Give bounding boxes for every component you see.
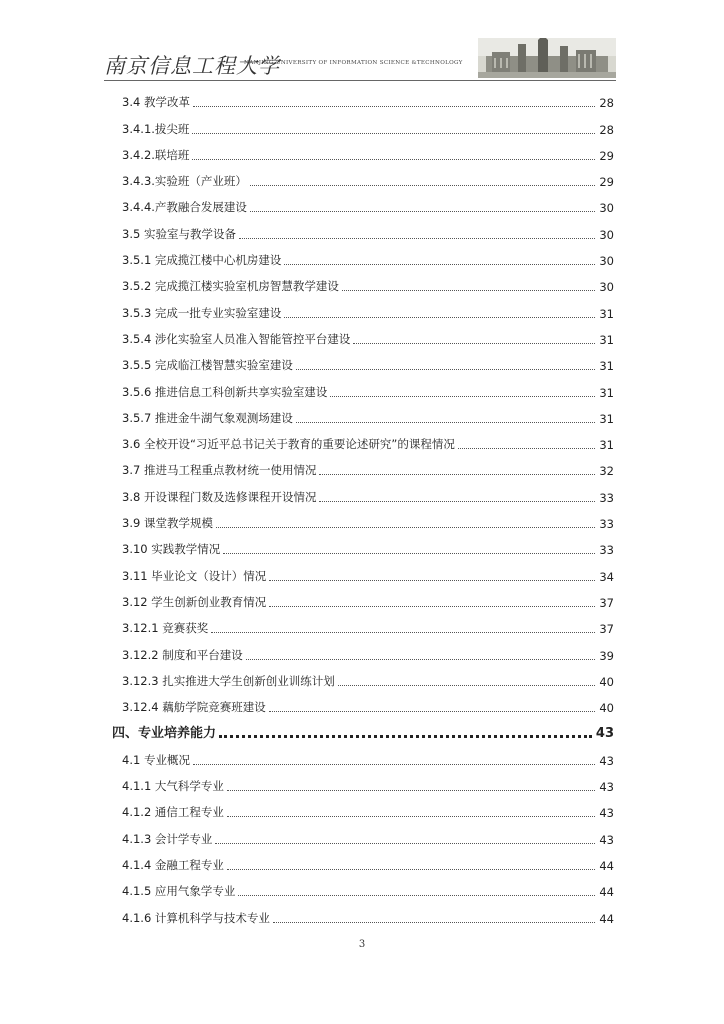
- toc-dot-leader: [319, 501, 595, 502]
- toc-dot-leader: [227, 816, 595, 817]
- toc-entry-page: 30: [599, 280, 614, 295]
- toc-entry-page: 28: [599, 96, 614, 111]
- toc-entry[interactable]: [112, 636, 614, 662]
- toc-dot-leader: [273, 922, 595, 923]
- header-divider: [104, 80, 616, 81]
- toc-entry-page: 28: [599, 122, 614, 137]
- toc-entry-page: 40: [599, 674, 614, 689]
- toc-entry[interactable]: [112, 189, 614, 215]
- toc-entry-page: 31: [599, 411, 614, 426]
- toc-entry-page: 33: [599, 490, 614, 505]
- toc-entry[interactable]: [112, 400, 614, 426]
- toc-entry[interactable]: [112, 426, 614, 452]
- toc-entry-page: 43: [599, 753, 614, 768]
- toc-entry-title: 3.10 实践教学情况: [122, 542, 221, 557]
- toc-entry[interactable]: [112, 137, 614, 163]
- toc-entry[interactable]: [112, 215, 614, 241]
- toc-dot-leader: [211, 632, 595, 633]
- toc-entry-page: 43: [599, 806, 614, 821]
- toc-entry[interactable]: [112, 820, 614, 846]
- toc-dot-leader: [284, 317, 595, 318]
- toc-entry-page: 30: [599, 254, 614, 269]
- toc-entry-page: 33: [599, 543, 614, 558]
- campus-building-image: [478, 38, 616, 78]
- toc-entry-title: 4.1.6 计算机科学与技术专业: [122, 910, 270, 925]
- toc-entry[interactable]: [112, 505, 614, 531]
- toc-entry-page: 30: [599, 227, 614, 242]
- toc-dot-leader: [330, 396, 595, 397]
- toc-entry[interactable]: [112, 610, 614, 636]
- toc-entry-title: 3.5.4 涉化实验室人员准入智能管控平台建设: [122, 331, 351, 346]
- toc-dot-leader: [246, 659, 596, 660]
- toc-entry-title: 3.4.2.联培班: [122, 147, 190, 162]
- toc-dot-leader: [458, 448, 596, 449]
- toc-dot-leader: [269, 711, 596, 712]
- toc-entry[interactable]: [112, 794, 614, 820]
- toc-entry-title: 3.9 课堂教学规模: [122, 516, 213, 531]
- toc-dot-leader: [219, 735, 592, 738]
- toc-dot-leader: [338, 685, 596, 686]
- toc-entry-page: 33: [599, 517, 614, 532]
- toc-entry[interactable]: [112, 899, 614, 925]
- toc-entry[interactable]: [112, 689, 614, 715]
- toc-entry-title: 3.5.2 完成揽江楼实验室机房智慧教学建设: [122, 279, 339, 294]
- toc-dot-leader: [193, 106, 595, 107]
- toc-entry-page: 43: [599, 780, 614, 795]
- toc-entry-page: 31: [599, 359, 614, 374]
- toc-entry-page: 31: [599, 438, 614, 453]
- toc-dot-leader: [238, 895, 595, 896]
- toc-entry-page: 31: [599, 385, 614, 400]
- toc-dot-leader: [227, 790, 595, 791]
- toc-entry[interactable]: [112, 663, 614, 689]
- toc-entry-title: 3.4.1.拔尖班: [122, 121, 190, 136]
- toc-entry[interactable]: [112, 110, 614, 136]
- toc-entry-title: 3.11 毕业论文（设计）情况: [122, 568, 267, 583]
- toc-dot-leader: [192, 133, 595, 134]
- toc-entry-page: 29: [599, 148, 614, 163]
- toc-entry-title: 3.5 实验室与教学设备: [122, 226, 236, 241]
- toc-entry[interactable]: [112, 847, 614, 873]
- toc-entry-title: 4.1.5 应用气象学专业: [122, 884, 236, 899]
- toc-entry-page: 34: [599, 569, 614, 584]
- toc-dot-leader: [296, 369, 595, 370]
- toc-entry[interactable]: [112, 715, 614, 741]
- toc-entry[interactable]: [112, 242, 614, 268]
- toc-dot-leader: [269, 606, 595, 607]
- university-logo-en: NANJING UNIVERSITY OF INFORMATION SCIENCE &TECHNOLOGY: [244, 60, 463, 66]
- toc-entry-page: 43: [599, 832, 614, 847]
- toc-dot-leader: [342, 290, 595, 291]
- toc-entry-title: 4.1.2 通信工程专业: [122, 805, 224, 820]
- toc-entry[interactable]: [112, 478, 614, 504]
- toc-entry-title: 3.5.7 推进金牛湖气象观测场建设: [122, 410, 293, 425]
- toc-entry-title: 3.5.5 完成临江楼智慧实验室建设: [122, 358, 293, 373]
- toc-entry[interactable]: [112, 84, 614, 110]
- toc-entry[interactable]: [112, 741, 614, 767]
- toc-dot-leader: [223, 553, 595, 554]
- toc-entry-title: 4.1.3 会计学专业: [122, 831, 213, 846]
- toc-dot-leader: [250, 211, 595, 212]
- toc-entry-page: 44: [599, 885, 614, 900]
- toc-entry-page: 43: [595, 726, 614, 742]
- toc-dot-leader: [192, 159, 595, 160]
- toc-entry-title: 3.6 全校开设“习近平总书记关于教育的重要论述研究”的课程情况: [122, 437, 455, 452]
- toc-dot-leader: [319, 474, 595, 475]
- page-header: [104, 38, 616, 80]
- toc-entry-title: 3.12.4 藕舫学院竞赛班建设: [122, 700, 266, 715]
- toc-entry[interactable]: [112, 584, 614, 610]
- toc-dot-leader: [284, 264, 595, 265]
- toc-entry-page: 31: [599, 306, 614, 321]
- toc-entry-title: 3.4.4.产教融合发展建设: [122, 200, 247, 215]
- toc-entry-page: 40: [599, 701, 614, 716]
- toc-dot-leader: [269, 580, 595, 581]
- toc-dot-leader: [216, 527, 595, 528]
- toc-entry-title: 3.5.1 完成揽江楼中心机房建设: [122, 253, 282, 268]
- toc-entry-title: 3.12.1 竞赛获奖: [122, 621, 209, 636]
- toc-entry-page: 31: [599, 332, 614, 347]
- toc-entry-page: 29: [599, 175, 614, 190]
- toc-entry-page: 37: [599, 595, 614, 610]
- toc-entry-title: 3.4.3.实验班（产业班）: [122, 174, 247, 189]
- toc-entry[interactable]: [112, 373, 614, 399]
- toc-entry-title: 4.1 专业概况: [122, 752, 190, 767]
- toc-entry[interactable]: [112, 531, 614, 557]
- toc-entry-title: 3.5.6 推进信息工科创新共享实验室建设: [122, 384, 328, 399]
- page-number: 3: [358, 939, 366, 950]
- toc-entry-page: 39: [599, 648, 614, 663]
- toc-entry[interactable]: [112, 768, 614, 794]
- toc-entry-title: 4.1.4 金融工程专业: [122, 857, 224, 872]
- toc-entry[interactable]: [112, 557, 614, 583]
- toc-entry-title: 3.12.3 扎实推进大学生创新创业训练计划: [122, 673, 335, 688]
- toc-entry-title: 3.4 教学改革: [122, 95, 190, 110]
- table-of-contents: [112, 84, 614, 926]
- toc-entry-page: 32: [599, 464, 614, 479]
- toc-dot-leader: [250, 185, 595, 186]
- toc-entry-title: 3.12.2 制度和平台建设: [122, 647, 243, 662]
- university-logo-cn: 南京信息工程大学: [104, 54, 280, 78]
- toc-entry[interactable]: [112, 163, 614, 189]
- toc-dot-leader: [193, 764, 595, 765]
- toc-entry[interactable]: [112, 452, 614, 478]
- toc-entry[interactable]: [112, 347, 614, 373]
- toc-entry-title: 3.7 推进马工程重点教材统一使用情况: [122, 463, 317, 478]
- toc-dot-leader: [353, 343, 595, 344]
- toc-entry-page: 44: [599, 911, 614, 926]
- toc-entry[interactable]: [112, 294, 614, 320]
- toc-dot-leader: [227, 869, 595, 870]
- toc-entry[interactable]: [112, 873, 614, 899]
- toc-dot-leader: [239, 238, 595, 239]
- toc-entry-page: 44: [599, 858, 614, 873]
- toc-entry-page: 37: [599, 622, 614, 637]
- toc-entry-page: 30: [599, 201, 614, 216]
- toc-entry-title: 3.12 学生创新创业教育情况: [122, 594, 267, 609]
- toc-entry-title: 4.1.1 大气科学专业: [122, 779, 224, 794]
- toc-entry[interactable]: [112, 268, 614, 294]
- toc-entry-title: 四、专业培养能力: [112, 726, 217, 742]
- toc-dot-leader: [215, 843, 595, 844]
- toc-entry-title: 3.5.3 完成一批专业实验室建设: [122, 305, 282, 320]
- toc-entry-title: 3.8 开设课程门数及选修课程开设情况: [122, 489, 317, 504]
- toc-dot-leader: [296, 422, 595, 423]
- toc-entry[interactable]: [112, 321, 614, 347]
